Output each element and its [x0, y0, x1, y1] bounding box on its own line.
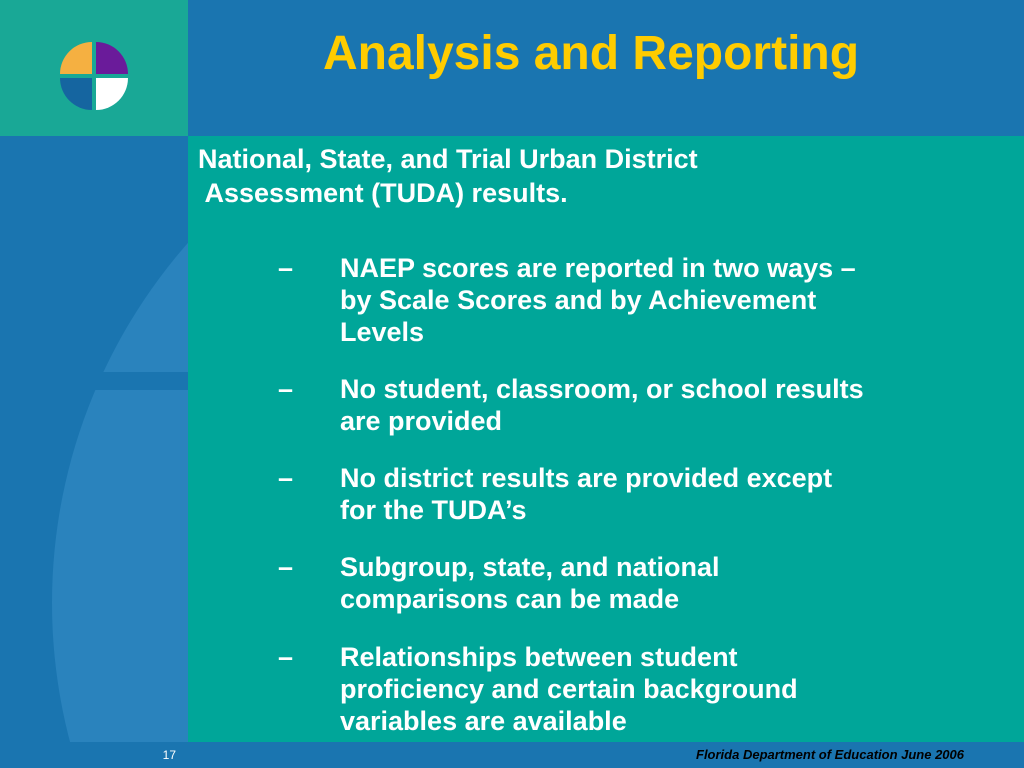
- bullet-text: [340, 252, 1000, 348]
- bullet-line: variables are available: [340, 706, 627, 736]
- bullet-line: Subgroup, state, and national: [340, 552, 720, 582]
- bullet-line: Relationships between student: [340, 642, 738, 672]
- bullet-line: Levels: [340, 317, 425, 347]
- bullet-text: [340, 641, 1000, 737]
- intro-line-2: Assessment (TUDA) results.: [198, 178, 568, 208]
- intro-line-1: National, State, and Trial Urban District: [198, 144, 698, 174]
- content-panel: [188, 136, 1024, 742]
- bullet-line: by Scale Scores and by Achievement: [340, 285, 817, 315]
- bullet-line: are provided: [340, 406, 503, 436]
- bullet-dash: –: [278, 463, 294, 493]
- bullet-dash: –: [278, 642, 294, 672]
- footer-bar: [0, 742, 1024, 768]
- logo-panel: [0, 0, 188, 136]
- bullet-line: No student, classroom, or school results: [340, 374, 864, 404]
- bullet-dash: –: [278, 374, 294, 404]
- bullet-text: [340, 373, 1000, 437]
- bullet-text: [340, 551, 1000, 615]
- bullet-line: No district results are provided except: [340, 463, 833, 493]
- bullet-line: for the TUDA’s: [340, 495, 527, 525]
- bullet-line: proficiency and certain background: [340, 674, 798, 704]
- slide-title: Analysis and Reporting: [322, 27, 860, 80]
- bullet-dash: –: [278, 253, 294, 283]
- bullet-dash: –: [278, 552, 294, 582]
- page-number: 17: [162, 748, 176, 762]
- bullet-text: [340, 462, 1000, 526]
- intro-text: [198, 142, 838, 210]
- bullet-line: comparisons can be made: [340, 584, 680, 614]
- background-divider-line: [0, 372, 188, 390]
- quartered-circle-logo-icon: [60, 42, 128, 110]
- bullet-line: NAEP scores are reported in two ways –: [340, 253, 856, 283]
- footer-source: Florida Department of Education June 2006: [696, 747, 964, 762]
